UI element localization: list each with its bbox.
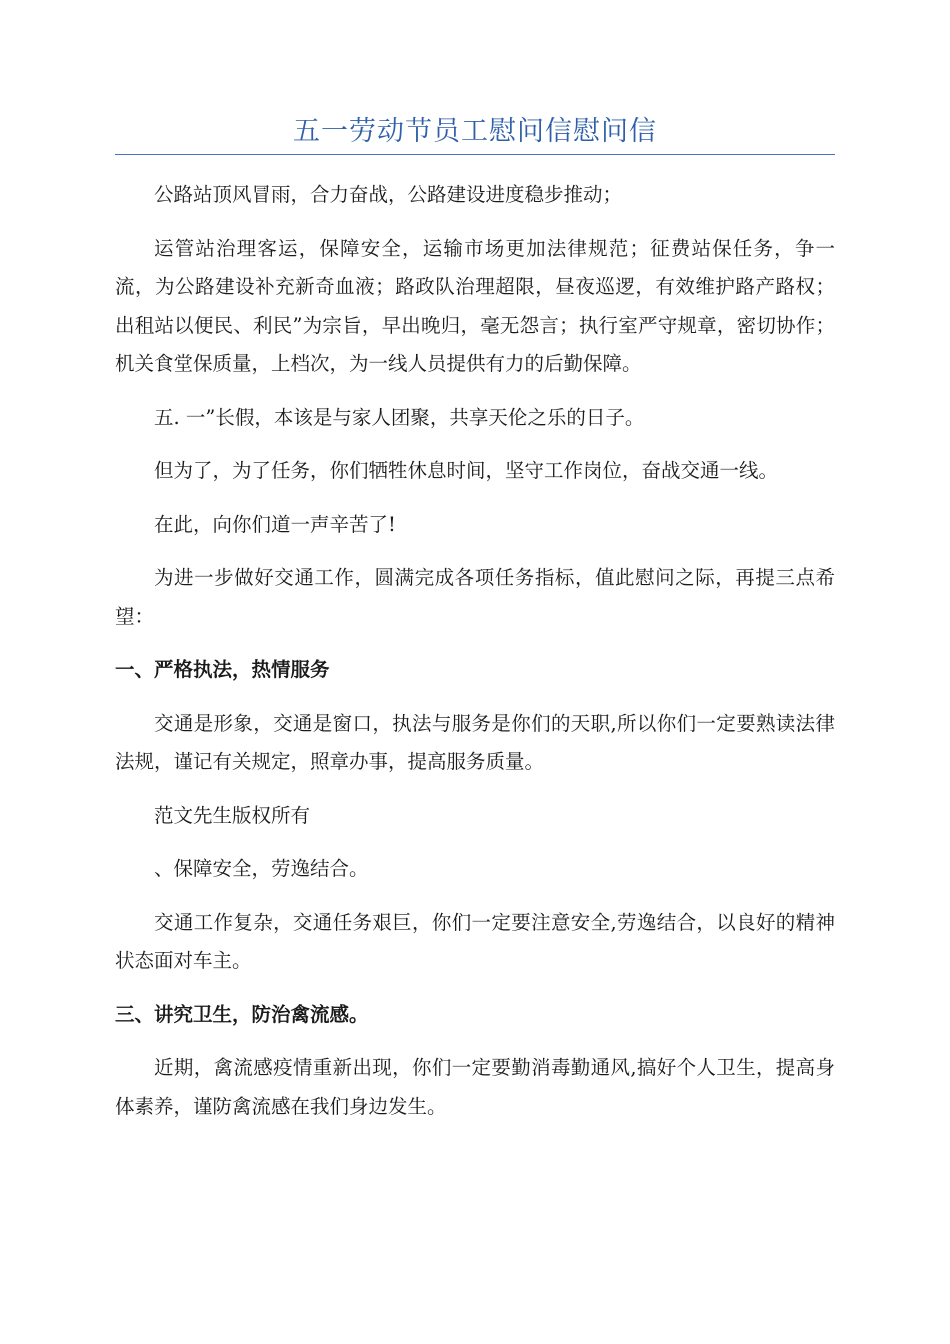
section-heading-3: 三、讲究卫生，防治禽流感。 xyxy=(115,1002,369,1026)
paragraph-11: 近期，禽流感疫情重新出现，你们一定要勤消毒勤通风,搞好个人卫生，提高身体素养，谨防禽流感在我们身边发生。 xyxy=(115,1056,835,1118)
paragraph-8: 范文先生版权所有 xyxy=(154,803,311,827)
paragraph-10: 交通工作复杂，交通任务艰巨，你们一定要注意安全,劳逸结合，以良好的精神状态面对车主。 xyxy=(115,910,835,972)
document-body xyxy=(115,176,835,1141)
paragraph-7: 交通是形象，交通是窗口，执法与服务是你们的天职,所以你们一定要熟读法律法规，谨记有关规定，照章办事，提高服务质量。 xyxy=(115,711,835,773)
paragraph-4: 但为了，为了任务，你们牺牲休息时间，坚守工作岗位，奋战交通一线。 xyxy=(154,459,779,482)
title-underline xyxy=(115,154,835,155)
paragraph-6: 为进一步做好交通工作，圆满完成各项任务指标，值此慰问之际，再提三点希望： xyxy=(115,566,835,628)
section-heading-1: 一、严格执法，热情服务 xyxy=(115,658,330,681)
document-title: 五一劳动节员工慰问信慰问信 xyxy=(293,116,657,147)
paragraph-1: 公路站顶风冒雨，合力奋战，公路建设进度稳步推动； xyxy=(154,183,623,206)
paragraph-5: 在此，向你们道一声辛苦了! xyxy=(154,512,396,536)
paragraph-3: 五. 一”长假，本该是与家人团聚，共享天伦之乐的日子。 xyxy=(154,405,645,429)
paragraph-2: 运管站治理客运，保障安全，运输市场更加法律规范；征费站保任务，争一流，为公路建设补充新奇血液；路政队治理超限，昼夜巡逻，有效维护路产路权；出租站以便民、利民”为宗旨，早出晚归，毫无怨言；执行室严守规章，密切协作；机关食堂保质量，上档次，为一线人员提供有力的后勤保障。 xyxy=(115,236,835,375)
paragraph-9: 、保障安全，劳逸结合。 xyxy=(154,857,369,880)
